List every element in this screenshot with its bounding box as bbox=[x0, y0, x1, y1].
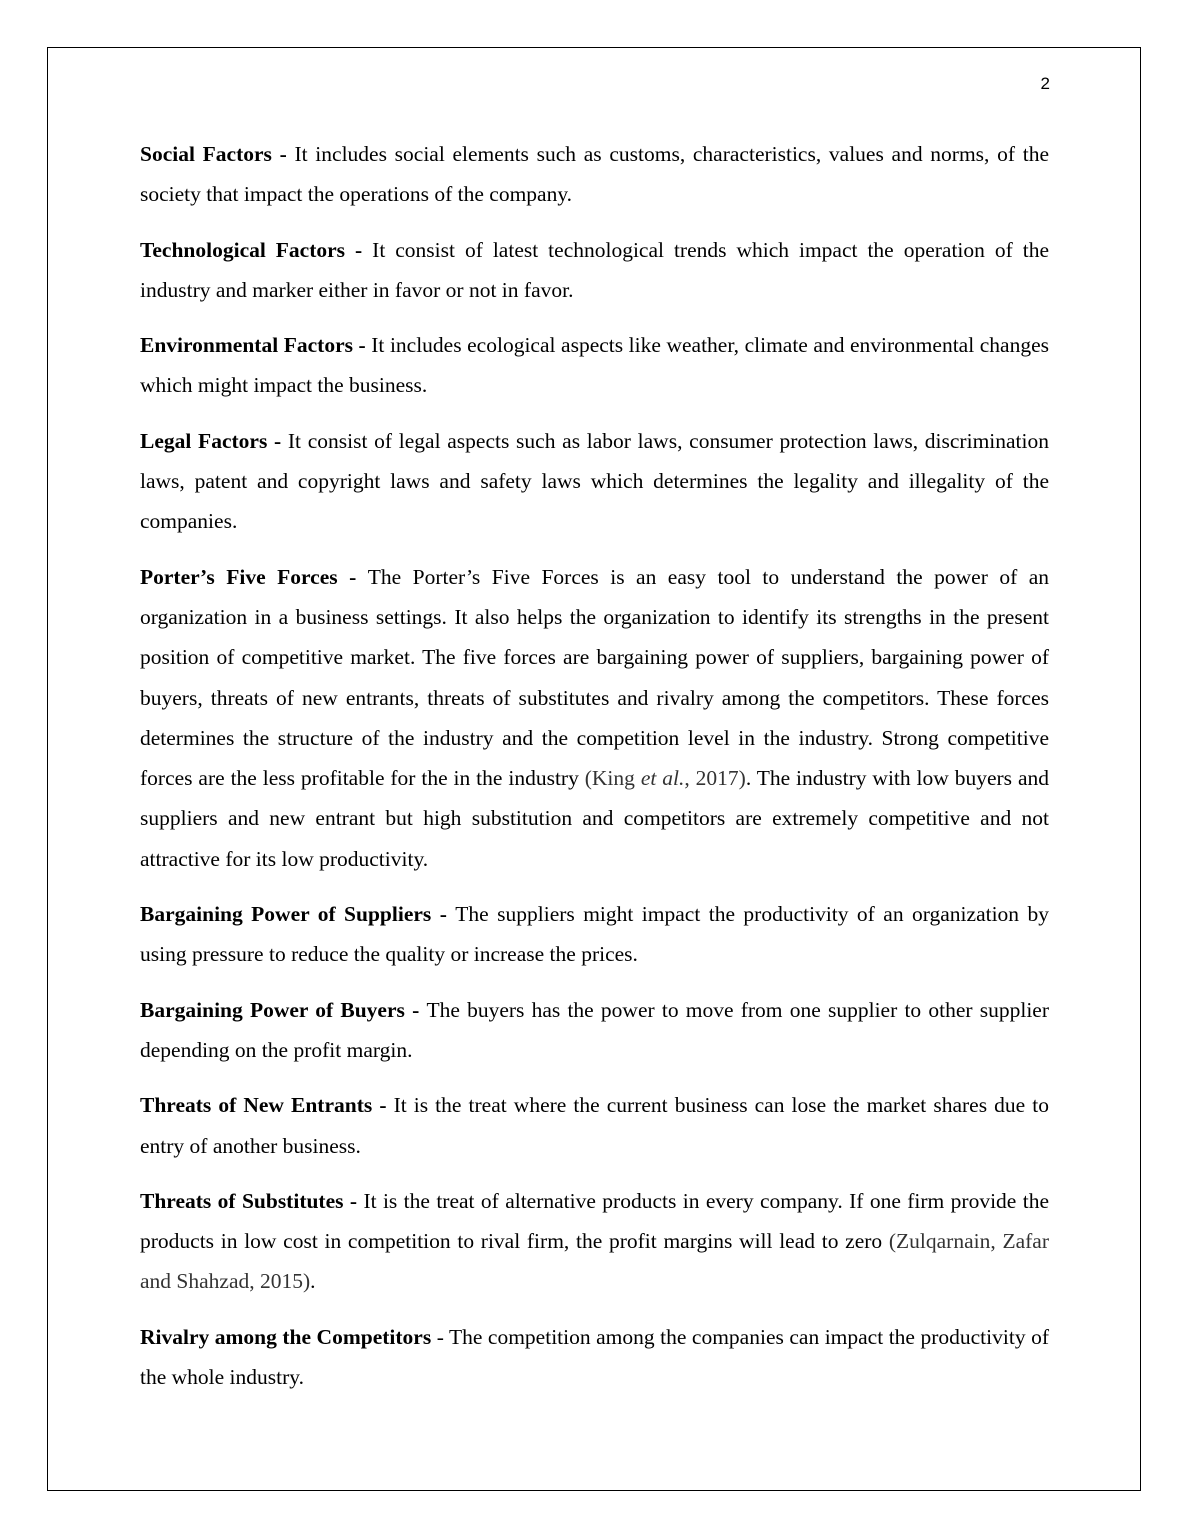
paragraph-legal-factors bbox=[140, 421, 1049, 542]
paragraph-social-factors bbox=[140, 134, 1049, 215]
paragraph-heading: Environmental Factors - bbox=[140, 333, 372, 358]
paragraph-text: It is the treat where the current business can lose the market shares due to entry of another business. bbox=[140, 1093, 1050, 1158]
paragraph-bargaining-power-buyers bbox=[140, 990, 1049, 1071]
paragraph-heading: Bargaining Power of Buyers - bbox=[140, 997, 427, 1022]
paragraph-heading: Threats of New Entrants - bbox=[140, 1093, 394, 1118]
citation-zulqarnain: (Zulqarnain, Zafar and Shahzad, 2015) bbox=[140, 1229, 1049, 1294]
paragraph-text: It consist of legal aspects such as labor laws, consumer protection laws, discrimination laws, patent and copyright laws and safety laws which determines the legality and illegality of the companies. bbox=[140, 428, 1050, 534]
paragraph-text: The buyers has the power to move from one supplier to other supplier depending on the profit margin. bbox=[140, 997, 1050, 1062]
paragraph-text: It consist of latest technological trends which impact the operation of the industry and marker either in favor or not in favor. bbox=[140, 237, 1050, 302]
paragraph-porters-five-forces bbox=[140, 557, 1049, 879]
paragraph-heading: Bargaining Power of Suppliers - bbox=[140, 902, 456, 927]
paragraph-text-continued: . bbox=[310, 1269, 316, 1294]
paragraph-text: It includes social elements such as customs, characteristics, values and norms, of the society that impact the operations of the company. bbox=[140, 142, 1049, 207]
paragraph-heading: Threats of Substitutes - bbox=[140, 1188, 364, 1213]
paragraph-text: - The competition among the companies can impact the productivity of the whole industry. bbox=[140, 1324, 1049, 1390]
paragraph-heading: Technological Factors - bbox=[140, 237, 373, 262]
paragraph-text: The suppliers might impact the productivity of an organization by using pressure to reduce the quality or increase the prices. bbox=[140, 902, 1049, 967]
paragraph-threats-substitutes bbox=[140, 1181, 1049, 1302]
paragraph-heading: Social Factors - bbox=[140, 142, 295, 166]
paragraph-rivalry-competitors bbox=[140, 1317, 1049, 1398]
paragraph-text: It is the treat of alternative products in every company. If one firm provide the products in low cost in competition to rival firm, the profit margins will lead to zero bbox=[140, 1188, 1049, 1254]
paragraph-environmental-factors bbox=[140, 325, 1049, 406]
page-number: 2 bbox=[1040, 74, 1050, 93]
paragraph-text-continued: . The industry with low buyers and suppliers and new entrant but high substitution and competitors are extremely competitive and not attractive for its low productivity. bbox=[140, 766, 1049, 871]
paragraph-heading: Legal Factors - bbox=[140, 428, 288, 453]
document-body bbox=[140, 134, 1049, 1412]
paragraph-threats-new-entrants bbox=[140, 1085, 1049, 1166]
paragraph-text: It includes ecological aspects like weather, climate and environmental changes which might impact the business. bbox=[140, 333, 1049, 398]
paragraph-bargaining-power-suppliers bbox=[140, 894, 1049, 975]
paragraph-technological-factors bbox=[140, 230, 1049, 311]
paragraph-heading: Rivalry among the Competitors bbox=[140, 1324, 432, 1349]
citation-king: (King et al., 2017) bbox=[584, 766, 746, 791]
paragraph-heading: Porter’s Five Forces - bbox=[140, 564, 368, 589]
paragraph-text: The Porter’s Five Forces is an easy tool to understand the power of an organization in a business settings. It also helps the organization to identify its strengths in the present position of competitive market. The five forces are bargaining power of suppliers, bargaining power of buyers, threats of new entrants, threats of substitutes and rivalry among the competitors. These forces determines the structure of the industry and the competition level in the industry. Strong competitive forces are the less profitable for the in the industry bbox=[140, 564, 1049, 791]
